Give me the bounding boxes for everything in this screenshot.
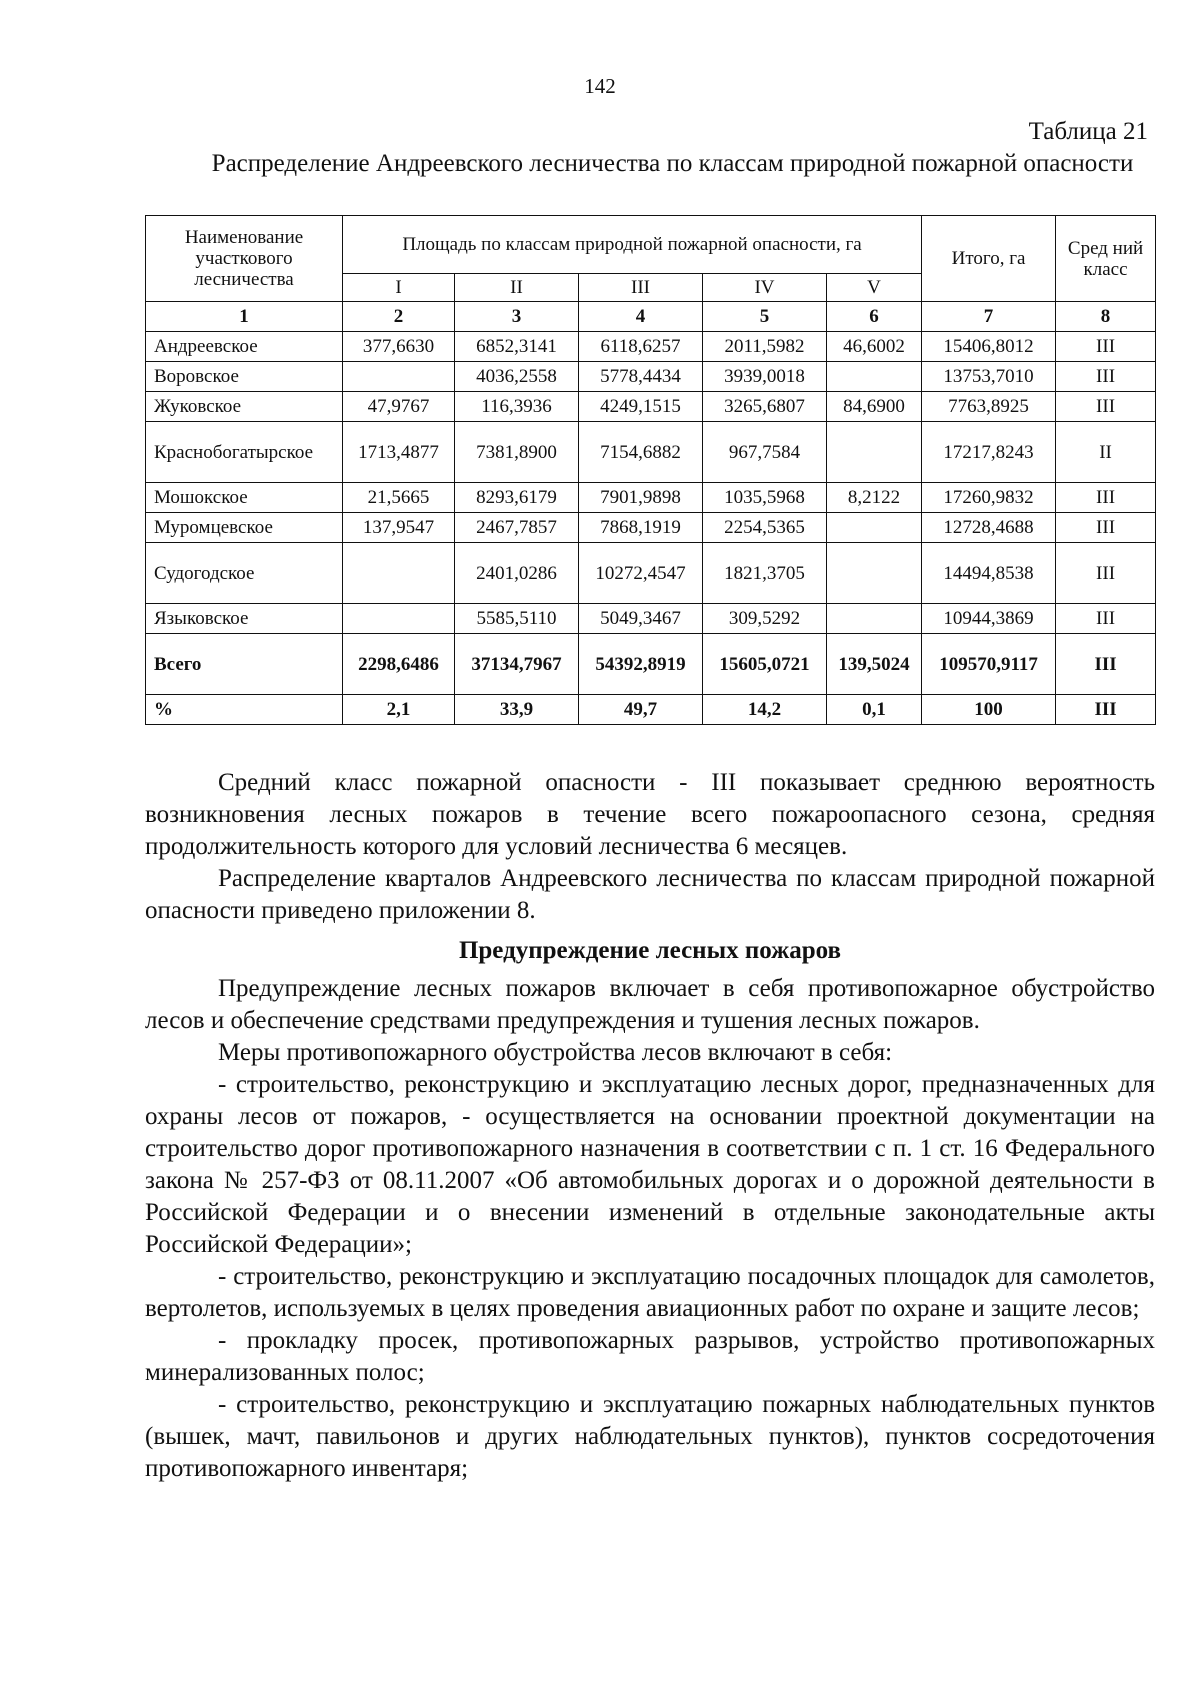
percent-row <box>146 695 1156 725</box>
value-cell <box>343 543 455 604</box>
column-number: 2 <box>343 302 455 332</box>
value-cell: 17217,8243 <box>922 422 1056 483</box>
value-cell: 6852,3141 <box>455 332 579 362</box>
header-class-v: V <box>827 274 922 302</box>
forestry-name-cell: Муромцевское <box>146 513 343 543</box>
header-total: Итого, га <box>922 216 1056 302</box>
total-row-value: III <box>1056 634 1156 695</box>
column-number: 5 <box>703 302 827 332</box>
value-cell <box>827 604 922 634</box>
header-avg-class: Сред ний класс <box>1056 216 1156 302</box>
value-cell: 1035,5968 <box>703 483 827 513</box>
total-row-value: 54392,8919 <box>579 634 703 695</box>
table-row <box>146 422 1156 483</box>
table-row <box>146 392 1156 422</box>
value-cell: 2011,5982 <box>703 332 827 362</box>
value-cell: 17260,9832 <box>922 483 1056 513</box>
paragraph: - строительство, реконструкцию и эксплуатацию посадочных площадок для самолетов, вертолетов, используемых в целях проведения авиационных работ по охране и защите лесов; <box>145 1263 1155 1322</box>
total-row-label: Всего <box>146 634 343 695</box>
value-cell: 84,6900 <box>827 392 922 422</box>
percent-row-value: 49,7 <box>579 695 703 725</box>
header-class-iii: III <box>579 274 703 302</box>
value-cell <box>827 543 922 604</box>
value-cell: 5585,5110 <box>455 604 579 634</box>
value-cell: 377,6630 <box>343 332 455 362</box>
value-cell: 8293,6179 <box>455 483 579 513</box>
page-number: 142 <box>584 74 616 98</box>
header-class-iv: IV <box>703 274 827 302</box>
table-row <box>146 604 1156 634</box>
forestry-name-cell: Судогодское <box>146 543 343 604</box>
text-body <box>145 767 1155 1485</box>
value-cell: 46,6002 <box>827 332 922 362</box>
value-cell: 5778,4434 <box>579 362 703 392</box>
value-cell: 15406,8012 <box>922 332 1056 362</box>
value-cell: 4036,2558 <box>455 362 579 392</box>
column-number: 6 <box>827 302 922 332</box>
value-cell: III <box>1056 332 1156 362</box>
value-cell: 13753,7010 <box>922 362 1056 392</box>
forestry-name-cell: Мошокское <box>146 483 343 513</box>
table-row <box>146 332 1156 362</box>
value-cell: 137,9547 <box>343 513 455 543</box>
forestry-name-cell: Андреевское <box>146 332 343 362</box>
percent-row-value: 0,1 <box>827 695 922 725</box>
value-cell: 7763,8925 <box>922 392 1056 422</box>
percent-row-value: 33,9 <box>455 695 579 725</box>
percent-row-value: 100 <box>922 695 1056 725</box>
forestry-name-cell: Воровское <box>146 362 343 392</box>
value-cell <box>827 362 922 392</box>
table-row <box>146 543 1156 604</box>
value-cell: 967,7584 <box>703 422 827 483</box>
value-cell: 7154,6882 <box>579 422 703 483</box>
fire-danger-table <box>145 215 1156 725</box>
header-class-i: I <box>343 274 455 302</box>
column-number: 1 <box>146 302 343 332</box>
paragraph: Предупреждение лесных пожаров включает в себя противопожарное обустройство лесов и обеспечение средствами предупреждения и тушения лесных пожаров. <box>145 975 1155 1034</box>
percent-row-value: III <box>1056 695 1156 725</box>
total-row-value: 2298,6486 <box>343 634 455 695</box>
total-row <box>146 634 1156 695</box>
percent-row-value: 14,2 <box>703 695 827 725</box>
table-title: Распределение Андреевского лесничества по классам природной пожарной опасности <box>211 150 1134 177</box>
table-label: Таблица 21 <box>1028 118 1148 145</box>
paragraph: Средний класс пожарной опасности - III показывает среднюю вероятность возникновения лесных пожаров в течение всего пожароопасного сезона, средняя продолжительность которого для условий лесничества 6 месяцев. <box>145 769 1155 860</box>
value-cell: 2254,5365 <box>703 513 827 543</box>
value-cell: II <box>1056 422 1156 483</box>
header-area-group: Площадь по классам природной пожарной опасности, га <box>343 216 922 274</box>
value-cell: 2401,0286 <box>455 543 579 604</box>
value-cell: 116,3936 <box>455 392 579 422</box>
value-cell <box>343 604 455 634</box>
paragraphs-before <box>145 767 1155 927</box>
value-cell <box>827 422 922 483</box>
paragraph: - строительство, реконструкцию и эксплуатацию пожарных наблюдательных пунктов (вышек, мачт, павильонов и других наблюдательных пунктов), пунктов сосредоточения противопожарного инвентаря; <box>145 1391 1155 1482</box>
table-row <box>146 513 1156 543</box>
paragraphs-after <box>145 973 1155 1485</box>
value-cell: 2467,7857 <box>455 513 579 543</box>
value-cell <box>827 513 922 543</box>
value-cell: 10944,3869 <box>922 604 1056 634</box>
column-number: 3 <box>455 302 579 332</box>
percent-row-value: 2,1 <box>343 695 455 725</box>
header-name: Наименование участкового лесничества <box>146 216 343 302</box>
value-cell: 47,9767 <box>343 392 455 422</box>
value-cell: 12728,4688 <box>922 513 1056 543</box>
value-cell: 309,5292 <box>703 604 827 634</box>
value-cell: 3265,6807 <box>703 392 827 422</box>
table-row <box>146 483 1156 513</box>
value-cell: III <box>1056 483 1156 513</box>
percent-row-label: % <box>146 695 343 725</box>
value-cell: III <box>1056 543 1156 604</box>
value-cell: 10272,4547 <box>579 543 703 604</box>
value-cell: 8,2122 <box>827 483 922 513</box>
total-row-value: 139,5024 <box>827 634 922 695</box>
value-cell: III <box>1056 362 1156 392</box>
value-cell: 1713,4877 <box>343 422 455 483</box>
value-cell: 7901,9898 <box>579 483 703 513</box>
value-cell: 4249,1515 <box>579 392 703 422</box>
paragraph: - строительство, реконструкцию и эксплуатацию лесных дорог, предназначенных для охраны лесов от пожаров, - осуществляется на основании проектной документации на строительство дорог противопожарного назначения в соответствии с п. 1 ст. 16 Федерального закона № 257-ФЗ от 08.11.2007 «Об автомобильных дорогах и о дорожной деятельности в Российской Федерации и о внесении изменений в отдельные законодательные акты Российской Федерации»; <box>145 1071 1155 1258</box>
value-cell: 7381,8900 <box>455 422 579 483</box>
value-cell <box>343 362 455 392</box>
column-numbers-row <box>146 302 1156 332</box>
paragraph: Распределение кварталов Андреевского лесничества по классам природной пожарной опасности приведено приложении 8. <box>145 865 1155 924</box>
value-cell: 7868,1919 <box>579 513 703 543</box>
value-cell: III <box>1056 604 1156 634</box>
forestry-name-cell: Языковское <box>146 604 343 634</box>
total-row-value: 109570,9117 <box>922 634 1056 695</box>
value-cell: 1821,3705 <box>703 543 827 604</box>
forestry-name-cell: Жуковское <box>146 392 343 422</box>
total-row-value: 37134,7967 <box>455 634 579 695</box>
column-number: 7 <box>922 302 1056 332</box>
total-row-value: 15605,0721 <box>703 634 827 695</box>
value-cell: III <box>1056 392 1156 422</box>
value-cell: 5049,3467 <box>579 604 703 634</box>
column-number: 4 <box>579 302 703 332</box>
value-cell: 21,5665 <box>343 483 455 513</box>
table-row <box>146 362 1156 392</box>
section-heading: Предупреждение лесных пожаров <box>458 937 842 964</box>
value-cell: 3939,0018 <box>703 362 827 392</box>
paragraph: Меры противопожарного обустройства лесов включают в себя: <box>218 1039 893 1066</box>
paragraph: - прокладку просек, противопожарных разрывов, устройство противопожарных минерализованных полос; <box>145 1327 1155 1386</box>
header-class-ii: II <box>455 274 579 302</box>
forestry-name-cell: Краснобогатырское <box>146 422 343 483</box>
value-cell: 14494,8538 <box>922 543 1056 604</box>
column-number: 8 <box>1056 302 1156 332</box>
value-cell: 6118,6257 <box>579 332 703 362</box>
table-body <box>146 302 1156 725</box>
value-cell: III <box>1056 513 1156 543</box>
